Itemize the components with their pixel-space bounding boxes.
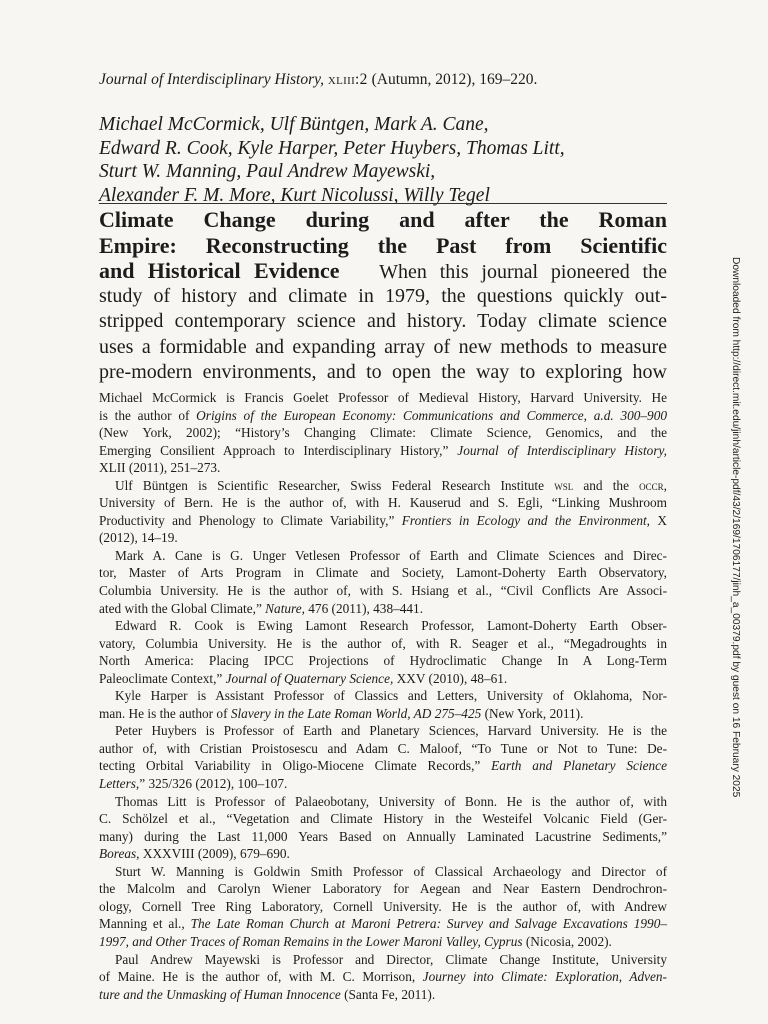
note-line: (New York, 2002); “History’s Changing Climate: Climate Science, Genomics, and the — [99, 425, 667, 441]
author-line: Alexander F. M. More, Kurt Nicolussi, Willy Tegel — [99, 185, 490, 207]
note-line: is the author of Origins of the European Economy: Communications and Commerce, a.d. 300–900 — [99, 407, 667, 423]
author-line: Michael McCormick, Ulf Büntgen, Mark A. Cane, — [99, 114, 489, 135]
author-line: Edward R. Cook, Kyle Harper, Peter Huybers, Thomas Litt, — [99, 137, 565, 159]
journal-issue-pages: (Autumn, 2012), 169–220. — [371, 71, 538, 88]
note-line: man. He is the author of Slavery in the Late Roman World, AD 275–425 (New York, 2011). — [99, 705, 584, 721]
note-line: (2012), 14–19. — [99, 530, 178, 546]
note-line: ology, Cornell Tree Ring Laboratory, Cornell University. He is the author of, with Andrew — [99, 898, 667, 914]
note-line: XLII (2011), 251–273. — [99, 460, 221, 476]
note-line: North America: Placing IPCC Projections of Hydroclimatic Change In A Long-Term — [99, 653, 667, 669]
title-line: Empire: Reconstructing the Past from Scientific — [99, 232, 667, 258]
note-line: Manning et al., The Late Roman Church at Maroni Petrera: Survey and Salvage Excavations 1990– — [99, 916, 668, 932]
note-line: Peter Huybers is Professor of Earth and Planetary Sciences, Harvard University. He is the — [115, 723, 667, 739]
note-line: Productivity and Phenology to Climate Variability,” Frontiers in Ecology and the Environment, X — [99, 512, 667, 528]
note-line: Mark A. Cane is G. Unger Vetlesen Professor of Earth and Climate Sciences and Direc- — [115, 547, 667, 563]
journal-volume: xliii:2 — [327, 71, 368, 88]
note-line: tecting Orbital Variability in Oligo-Miocene Climate Records,” Earth and Planetary Science — [99, 758, 667, 774]
note-line: Michael McCormick is Francis Goelet Professor of Medieval History, Harvard University. He — [99, 390, 667, 405]
title-line: Climate Change during and after the Roman — [99, 207, 667, 232]
note-line: tor, Master of Arts Program in Climate and Society, Lamont-Doherty Earth Observatory, — [99, 565, 667, 581]
note-line: Boreas, XXXVIII (2009), 679–690. — [99, 846, 290, 862]
download-watermark-text: Downloaded from http://direct.mit.edu/jinh/article-pdf/43/2/169/1706177/jinh_a_00379.pdf by guest on 16 February 2025 — [730, 257, 741, 798]
note-line: the Malcolm and Carolyn Wiener Laboratory for Aegean and Near Eastern Dendrochron- — [99, 881, 667, 897]
author-list — [99, 113, 679, 208]
note-line: Sturt W. Manning is Goldwin Smith Professor of Classical Archaeology and Director of — [115, 863, 667, 879]
title-divider — [99, 203, 667, 204]
note-line: ated with the Global Climate,” Nature, 476 (2011), 438–441. — [99, 600, 424, 616]
intro-line: uses a formidable and expanding array of new methods to measure — [99, 335, 667, 358]
author-notes — [99, 389, 667, 1003]
author-line: Sturt W. Manning, Paul Andrew Mayewski, — [99, 161, 436, 183]
intro-line: study of history and climate in 1979, the questions quickly out- — [99, 284, 667, 307]
intro-line: stripped contemporary science and history. Today climate science — [99, 310, 667, 332]
journal-name: Journal of Interdisciplinary History, — [99, 71, 325, 88]
note-line: Ulf Büntgen is Scientific Researcher, Swiss Federal Research Institute wsl and the occr, — [115, 477, 667, 493]
title-line: and Historical Evidence When this journal pioneered the — [99, 258, 667, 283]
note-line: Letters,” 325/326 (2012), 100–107. — [99, 776, 288, 792]
note-line: of Maine. He is the author of, with M. C. Morrison, Journey into Climate: Exploration, Adven- — [99, 969, 667, 985]
note-line: 1997, and Other Traces of Roman Remains in the Lower Maroni Valley, Cyprus (Nicosia, 2002). — [99, 933, 612, 949]
article-title-block — [99, 207, 667, 386]
note-line: Paul Andrew Mayewski is Professor and Director, Climate Change Institute, University — [115, 951, 667, 967]
note-line: Paleoclimate Context,” Journal of Quaternary Science, XXV (2010), 48–61. — [99, 670, 508, 686]
note-line: vatory, Columbia University. He is the author of, with R. Seager et al., “Megadroughts in — [99, 635, 667, 651]
note-line: University of Bern. He is the author of, with H. Kauserud and S. Egli, “Linking Mushroom — [99, 495, 667, 511]
note-line: ture and the Unmasking of Human Innocence (Santa Fe, 2011). — [99, 986, 436, 1002]
note-line: Columbia University. He is the author of, with S. Hsiang et al., “Civil Conflicts Are Associ- — [99, 583, 667, 599]
journal-citation — [99, 71, 679, 89]
note-line: Thomas Litt is Professor of Palaeobotany, University of Bonn. He is the author of, with — [115, 793, 667, 809]
download-watermark — [727, 257, 743, 798]
intro-line: pre-modern environments, and to open the way to exploring how — [99, 361, 667, 383]
note-line: Kyle Harper is Assistant Professor of Classics and Letters, University of Oklahoma, Nor- — [115, 688, 667, 704]
note-line: author of, with Cristian Proistosescu and Adam C. Maloof, “To Tune or Not to Tune: De- — [99, 740, 667, 756]
note-line: C. Schölzel et al., “Vegetation and Climate History in the Westeifel Volcanic Field (Ger- — [99, 811, 667, 827]
note-line: Edward R. Cook is Ewing Lamont Research Professor, Lamont-Doherty Earth Obser- — [115, 618, 667, 634]
note-line: many) during the Last 11,000 Years Based on Annually Laminated Lacustrine Sediments,” — [99, 828, 667, 844]
note-line: Emerging Consilient Approach to Interdisciplinary History,” Journal of Interdisciplinary History, — [99, 442, 667, 458]
